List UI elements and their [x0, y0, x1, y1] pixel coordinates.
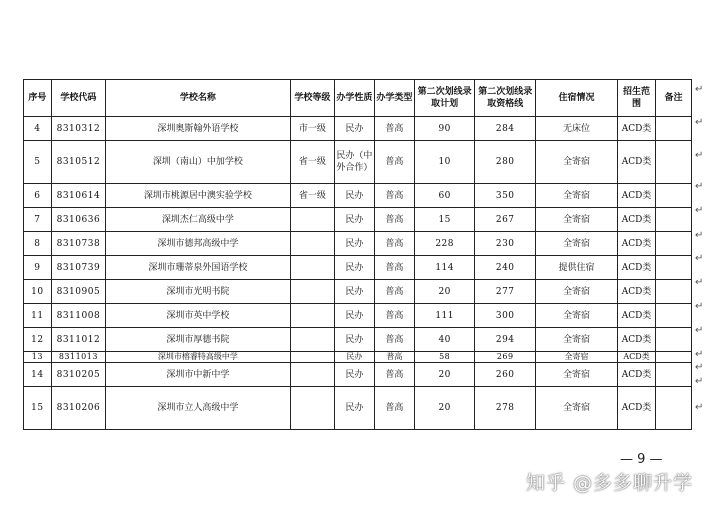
return-mark-icon: ↵ [695, 181, 704, 192]
cell-code: 8310512 [51, 141, 105, 184]
table-row [24, 232, 692, 256]
cell-type: 普高 [374, 208, 414, 232]
table-row [24, 280, 692, 304]
cell-plan: 40 [414, 328, 475, 352]
cell-note [656, 141, 692, 184]
cell-type: 普高 [374, 328, 414, 352]
cell-type: 普高 [374, 184, 414, 208]
cell-boarding: 全寄宿 [535, 304, 617, 328]
cell-plan: 228 [414, 232, 475, 256]
return-mark-icon: ↵ [695, 150, 704, 161]
cell-grade: 省一级 [290, 184, 334, 208]
cell-note [656, 117, 692, 141]
return-mark-icon: ↵ [695, 362, 704, 373]
cell-nature: 民办（中外合作） [334, 141, 374, 184]
cell-plan: 20 [414, 363, 475, 387]
cell-grade [290, 304, 334, 328]
cell-seq: 11 [24, 304, 52, 328]
cell-plan: 114 [414, 256, 475, 280]
table-row [24, 141, 692, 184]
cell-nature: 民办 [334, 208, 374, 232]
cell-range: ACD类 [618, 232, 656, 256]
cell-seq: 14 [24, 363, 52, 387]
cell-line: 277 [475, 280, 536, 304]
cell-nature: 民办 [334, 352, 374, 363]
return-mark-icon: ↵ [695, 325, 704, 336]
cell-name: 深圳市桃源居中澳实验学校 [106, 184, 291, 208]
header-line: 第二次划线录取资格线 [475, 80, 536, 117]
table-row [24, 304, 692, 328]
cell-nature: 民办 [334, 304, 374, 328]
cell-type: 普高 [374, 387, 414, 430]
cell-type: 普高 [374, 141, 414, 184]
cell-name: 深圳奥斯翰外语学校 [106, 117, 291, 141]
cell-nature: 民办 [334, 256, 374, 280]
cell-line: 240 [475, 256, 536, 280]
cell-nature: 民办 [334, 280, 374, 304]
cell-code: 8310738 [51, 232, 105, 256]
cell-boarding: 全寄宿 [535, 387, 617, 430]
header-name: 学校名称 [106, 80, 291, 117]
cell-code: 8310636 [51, 208, 105, 232]
header-grade: 学校等级 [290, 80, 334, 117]
return-mark-icon: ↵ [695, 117, 704, 128]
cell-boarding: 全寄宿 [535, 280, 617, 304]
cell-range: ACD类 [618, 184, 656, 208]
cell-grade [290, 280, 334, 304]
table-row [24, 363, 692, 387]
cell-type: 普高 [374, 256, 414, 280]
cell-name: 深圳市立人高级中学 [106, 387, 291, 430]
cell-nature: 民办 [334, 328, 374, 352]
cell-plan: 58 [414, 352, 475, 363]
return-mark-icon: ↵ [695, 301, 704, 312]
cell-name: 深圳杰仁高级中学 [106, 208, 291, 232]
cell-boarding: 无床位 [535, 117, 617, 141]
cell-line: 267 [475, 208, 536, 232]
cell-code: 8311012 [51, 328, 105, 352]
cell-grade [290, 328, 334, 352]
cell-grade: 市一级 [290, 117, 334, 141]
table-row [24, 387, 692, 430]
cell-range: ACD类 [618, 352, 656, 363]
cell-grade [290, 232, 334, 256]
cell-note [656, 232, 692, 256]
cell-line: 278 [475, 387, 536, 430]
watermark: 知乎 @多多聊升学 [526, 472, 694, 494]
cell-grade [290, 352, 334, 363]
table-row [24, 352, 692, 363]
cell-name: 深圳市榕睿特高级中学 [106, 352, 291, 363]
cell-note [656, 363, 692, 387]
cell-line: 350 [475, 184, 536, 208]
cell-range: ACD类 [618, 363, 656, 387]
cell-name: 深圳（南山）中加学校 [106, 141, 291, 184]
table-row [24, 328, 692, 352]
cell-code: 8311008 [51, 304, 105, 328]
cell-name: 深圳市厚德书院 [106, 328, 291, 352]
return-mark-icon: ↵ [695, 205, 704, 216]
cell-nature: 民办 [334, 117, 374, 141]
cell-nature: 民办 [334, 363, 374, 387]
cell-plan: 20 [414, 387, 475, 430]
cell-line: 300 [475, 304, 536, 328]
cell-boarding: 全寄宿 [535, 208, 617, 232]
cell-seq: 10 [24, 280, 52, 304]
cell-range: ACD类 [618, 141, 656, 184]
return-mark-icon: ↵ [695, 376, 704, 387]
header-range: 招生范围 [618, 80, 656, 117]
cell-code: 8310312 [51, 117, 105, 141]
cell-code: 8310739 [51, 256, 105, 280]
header-code: 学校代码 [51, 80, 105, 117]
table-row [24, 184, 692, 208]
cell-line: 269 [475, 352, 536, 363]
cell-seq: 7 [24, 208, 52, 232]
header-row [24, 80, 692, 117]
cell-note [656, 352, 692, 363]
cell-seq: 13 [24, 352, 52, 363]
cell-code: 8310614 [51, 184, 105, 208]
table-row [24, 117, 692, 141]
cell-grade [290, 363, 334, 387]
cell-line: 294 [475, 328, 536, 352]
cell-code: 8311013 [51, 352, 105, 363]
cell-nature: 民办 [334, 387, 374, 430]
cell-grade: 省一级 [290, 141, 334, 184]
cell-grade [290, 256, 334, 280]
cell-seq: 15 [24, 387, 52, 430]
cell-boarding: 全寄宿 [535, 328, 617, 352]
cell-seq: 8 [24, 232, 52, 256]
cell-range: ACD类 [618, 387, 656, 430]
cell-boarding: 全寄宿 [535, 184, 617, 208]
cell-name: 深圳市德邦高级中学 [106, 232, 291, 256]
header-plan: 第二次划线录取计划 [414, 80, 475, 117]
return-mark-icon: ↵ [695, 84, 704, 95]
cell-nature: 民办 [334, 184, 374, 208]
cell-code: 8310206 [51, 387, 105, 430]
return-mark-icon: ↵ [695, 402, 704, 413]
header-seq: 序号 [24, 80, 52, 117]
return-mark-icon: ↵ [695, 349, 704, 360]
cell-boarding: 全寄宿 [535, 232, 617, 256]
cell-plan: 20 [414, 280, 475, 304]
cell-plan: 15 [414, 208, 475, 232]
cell-note [656, 184, 692, 208]
cell-name: 深圳市英中学校 [106, 304, 291, 328]
return-mark-icon: ↵ [695, 277, 704, 288]
cell-boarding: 全寄宿 [535, 352, 617, 363]
cell-name: 深圳市中新中学 [106, 363, 291, 387]
cell-type: 普高 [374, 304, 414, 328]
cell-type: 普高 [374, 280, 414, 304]
cell-nature: 民办 [334, 232, 374, 256]
cell-range: ACD类 [618, 328, 656, 352]
cell-note [656, 304, 692, 328]
cell-boarding: 提供住宿 [535, 256, 617, 280]
cell-seq: 6 [24, 184, 52, 208]
cell-plan: 60 [414, 184, 475, 208]
table-row [24, 208, 692, 232]
cell-range: ACD类 [618, 256, 656, 280]
cell-seq: 4 [24, 117, 52, 141]
cell-plan: 111 [414, 304, 475, 328]
cell-seq: 9 [24, 256, 52, 280]
cell-line: 280 [475, 141, 536, 184]
cell-code: 8310905 [51, 280, 105, 304]
cell-range: ACD类 [618, 280, 656, 304]
cell-range: ACD类 [618, 304, 656, 328]
cell-note [656, 256, 692, 280]
cell-type: 普高 [374, 117, 414, 141]
cell-seq: 12 [24, 328, 52, 352]
cell-line: 260 [475, 363, 536, 387]
cell-seq: 5 [24, 141, 52, 184]
page-number: — 9 — [620, 452, 663, 467]
table-row [24, 256, 692, 280]
header-boarding: 住宿情况 [535, 80, 617, 117]
header-nature: 办学性质 [334, 80, 374, 117]
cell-line: 230 [475, 232, 536, 256]
header-type: 办学类型 [374, 80, 414, 117]
cell-grade [290, 387, 334, 430]
cell-note [656, 280, 692, 304]
cell-name: 深圳市珊蒂泉外国语学校 [106, 256, 291, 280]
cell-boarding: 全寄宿 [535, 363, 617, 387]
cell-plan: 90 [414, 117, 475, 141]
admission-table [23, 79, 692, 430]
cell-range: ACD类 [618, 208, 656, 232]
cell-note [656, 387, 692, 430]
cell-grade [290, 208, 334, 232]
return-mark-icon: ↵ [695, 230, 704, 241]
cell-code: 8310205 [51, 363, 105, 387]
cell-type: 普高 [374, 363, 414, 387]
header-note: 备注 [656, 80, 692, 117]
cell-line: 284 [475, 117, 536, 141]
cell-type: 普高 [374, 352, 414, 363]
cell-name: 深圳市光明书院 [106, 280, 291, 304]
cell-range: ACD类 [618, 117, 656, 141]
cell-note [656, 208, 692, 232]
return-mark-icon: ↵ [695, 253, 704, 264]
cell-boarding: 全寄宿 [535, 141, 617, 184]
cell-note [656, 328, 692, 352]
cell-type: 普高 [374, 232, 414, 256]
cell-plan: 10 [414, 141, 475, 184]
